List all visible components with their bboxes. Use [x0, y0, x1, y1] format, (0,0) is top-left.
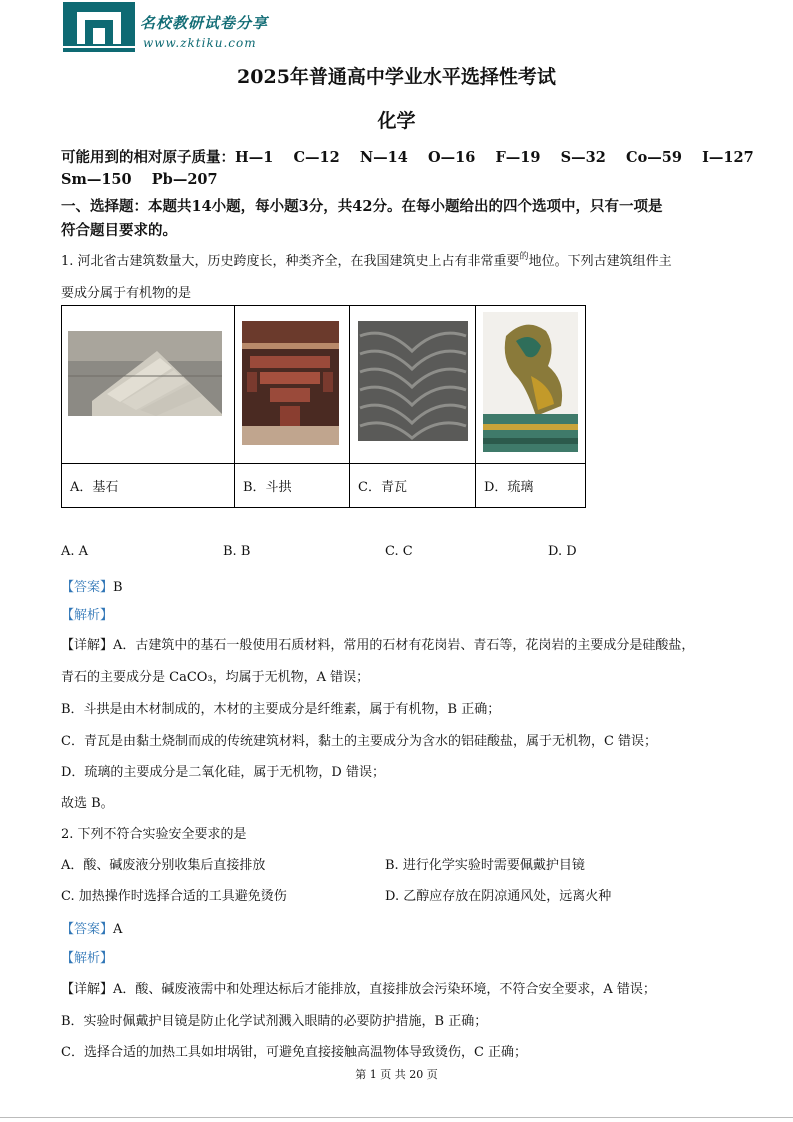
q2-option-c: C. 加热操作时选择合适的工具避免烫伤 [61, 889, 287, 904]
q2-detail-line: C．选择合适的加热工具如坩埚钳，可避免直接接触高温物体导致烫伤，C 正确； [61, 1045, 528, 1060]
section1-instructions: 一、选择题：本题共14小题，每小题3分，共42分。在每小题给出的四个选项中，只有一项是 [61, 198, 663, 215]
q2-analysis-label: 【解析】 [61, 951, 114, 966]
image-cell-qingwa [350, 306, 476, 464]
glazed-ornament-image [476, 306, 585, 459]
section1-instructions-cont: 符合题目要求的。 [61, 222, 177, 239]
image-cell-dougong [235, 306, 350, 464]
atomic-masses-line2: Sm—150 Pb—207 [61, 171, 218, 188]
q2-detail-line: B．实验时佩戴护目镜是防止化学试剂溅入眼睛的必要防护措施，B 正确； [61, 1014, 488, 1029]
q1-answer: 【答案】B [61, 580, 123, 595]
foundation-stone-image [62, 306, 234, 459]
option-label-c: C．青瓦 [350, 464, 476, 508]
option-label-b: B．斗拱 [235, 464, 350, 508]
subject-title: 化学 [377, 110, 416, 132]
bracket-set-image [235, 306, 349, 459]
q2-answer: 【答案】A [61, 922, 123, 937]
logo-text: 名校教研试卷分享 [140, 14, 269, 32]
q2-stem: 2. 下列不符合实验安全要求的是 [61, 827, 247, 842]
grey-tile-image [350, 306, 475, 459]
page-number: 第 1 页 共 20 页 [355, 1068, 438, 1081]
q2-option-d: D. 乙醇应存放在阴凉通风处，远离火种 [385, 889, 612, 904]
q2-option-b: B. 进行化学实验时需要佩戴护目镜 [385, 858, 585, 873]
choice-d: D. D [548, 544, 577, 559]
q1-detail-line: 故选 B。 [61, 796, 114, 811]
q1-options-table [61, 305, 586, 508]
q1-detail-line: 【详解】A．古建筑中的基石一般使用石质材料，常用的石材有花岗岩、青石等，花岗岩的主要成分是硅酸盐， [61, 638, 695, 653]
q1-detail-line: 青石的主要成分是 CaCO₃，均属于无机物，A 错误； [61, 670, 370, 685]
q1-detail-line: C．青瓦是由黏土烧制而成的传统建筑材料，黏土的主要成分为含水的铝硅酸盐，属于无机物，C 错误； [61, 734, 658, 749]
image-cell-jishi [62, 306, 235, 464]
choice-c: C. C [385, 544, 413, 559]
q1-detail-line: B．斗拱是由木材制成的，木材的主要成分是纤维素，属于有机物，B 正确； [61, 702, 501, 717]
q2-detail-line: 【详解】A．酸、碱废液需中和处理达标后才能排放，直接排放会污染环境，不符合安全要求，A 错误； [61, 982, 656, 997]
page-title: 2025年普通高中学业水平选择性考试 [237, 66, 556, 88]
choice-a: A. A [61, 544, 89, 559]
q1-stem-cont: 要成分属于有机物的是 [61, 286, 192, 301]
bottom-divider [0, 1117, 793, 1118]
choice-b: B. B [223, 544, 251, 559]
logo-icon [63, 2, 135, 52]
logo-url: www.zktiku.com [143, 36, 257, 50]
q1-analysis-label: 【解析】 [61, 608, 114, 623]
q1-stem: 1. 河北省古建筑数量大，历史跨度长，种类齐全，在我国建筑史上占有非常重要$^的$地位。下列古建筑组件主 [61, 252, 672, 269]
option-label-a: A．基石 [62, 464, 235, 508]
option-label-d: D．琉璃 [476, 464, 586, 508]
atomic-masses-line1: 可能用到的相对原子质量：H—1 C—12 N—14 O—16 F—19 S—32 Co—59 I—127 [61, 149, 754, 166]
q1-detail-line: D．琉璃的主要成分是二氧化硅，属于无机物，D 错误； [61, 765, 385, 780]
image-cell-liuli [476, 306, 586, 464]
q2-option-a: A．酸、碱废液分别收集后直接排放 [61, 858, 266, 873]
